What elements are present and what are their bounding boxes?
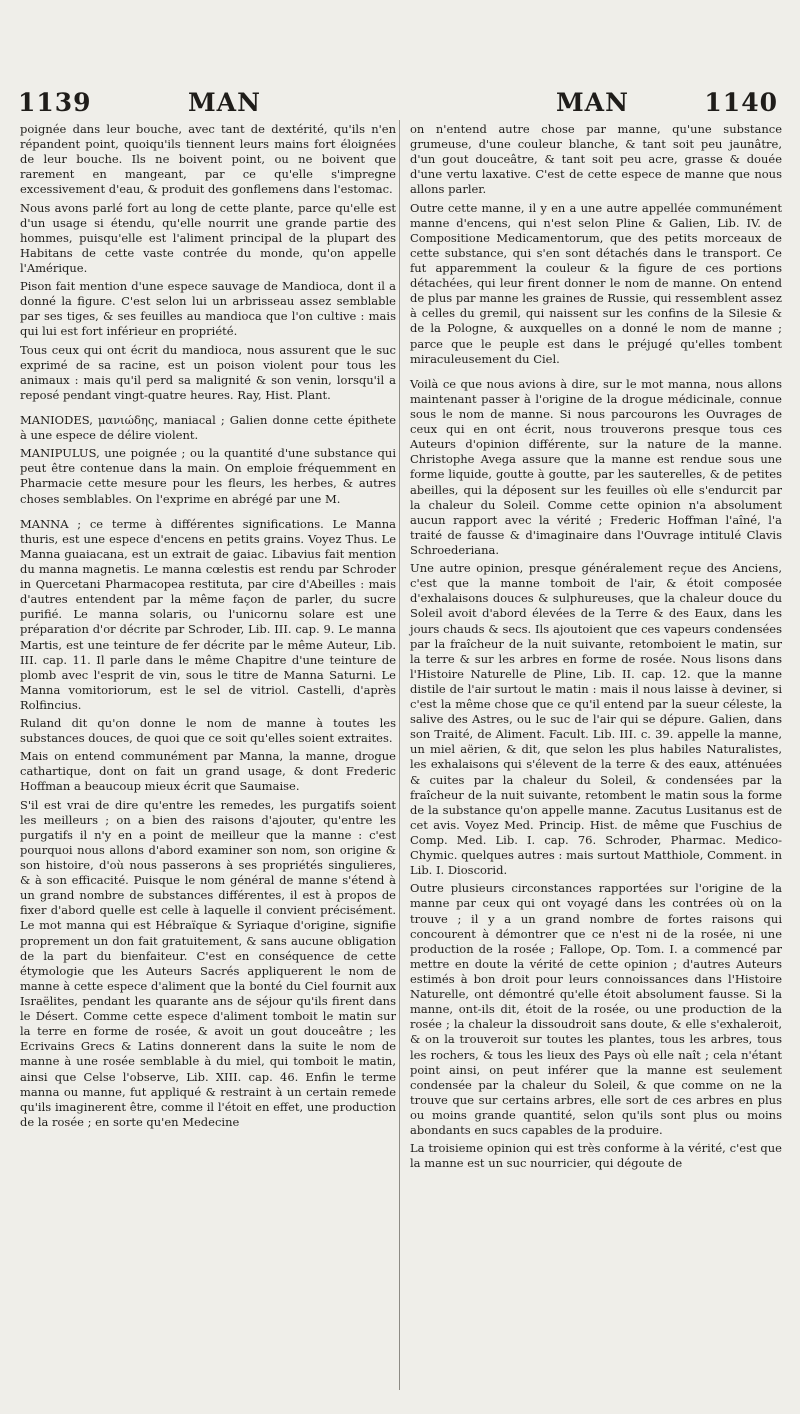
page-number-left: 1139 — [18, 88, 92, 117]
entry-manna: MANNA ; ce terme à différentes significations. Le Manna thuris, est une espece d'encens en petits grains. Voyez Thus. Le Manna guaiacana, est un extrait de gaiac. Libavius fait mention du manna magnetis. Le manna cœlestis est rendu par Schroder in Quercetani Pharmacopea restituta, par cire d'Abeilles : mais d'autres entendent par la même façon de parler, du sucre purifié. Le manna solaris, ou l'unicornu solare est une préparation d'or décrite par Schroder, Lib. III. cap. 9. Le manna Martis, est une teinture de fer décrite par le même Auteur, Lib. III. cap. 11. Il parle dans le même Chapitre d'une teinture de plomb avec l'esprit de vin, sous le titre de Manna Saturni. Le Manna vomitoriorum, est le sel de vitriol. Castelli, d'après Rolfincius. — [20, 516, 396, 712]
guide-word-left: MAN — [188, 88, 261, 117]
paragraph: Pison fait mention d'une espece sauvage de Mandioca, dont il a donné la figure. C'est selon lui un arbrisseau assez semblable par ses tiges, & ses feuilles au mandioca que l'on cultive : mais qui lui est fort inférieur en propriété. — [20, 279, 396, 339]
paragraph: poignée dans leur bouche, avec tant de dextérité, qu'ils n'en répandent point, quoiqu'ils tiennent leurs mains fort éloignées de leur bouche. Ils ne boivent point, ou ne boivent que rarement en mangeant, par ce qu'elle s'impregne excessivement d'eau, & produit des gonflemens dans l'estomac. — [20, 122, 396, 197]
page-number-right: 1140 — [704, 88, 778, 117]
paragraph: Nous avons parlé fort au long de cette plante, parce qu'elle est d'un usage si étendu, qu'elle nourrit une grande partie des hommes, puisqu'elle est l'aliment principal de la plupart des Habitans de cette vaste contrée du monde, qu'on appelle l'Amérique. — [20, 200, 396, 275]
paragraph: Voilà ce que nous avions à dire, sur le mot manna, nous allons maintenant passer à l'origine de la drogue médicinale, connue sous le nom de manne. Si nous parcourons les Ouvrages de ceux qui en ont écrit, nous trouverons presque tous ces Auteurs d'opinion différente, sur la nature de la manne. Christophe Avega assure que la manne est rendue sous une forme liquide, goutte à goutte, par les sauterelles, & de petites abeilles, qui la déposent sur les feuilles où elle s'endurcit par la chaleur du Soleil. Comme cette opinion n'a absolument aucun rapport avec la vérité ; Frederic Hoffman l'aîné, l'a traité de fausse & d'imaginaire dans l'Ouvrage intitulé Clavis Schroederiana. — [410, 376, 782, 557]
paragraph: Ruland dit qu'on donne le nom de manne à toutes les substances douces, de quoi que ce soit qu'elles soient extraites. — [20, 716, 396, 746]
paragraph: Outre plusieurs circonstances rapportées sur l'origine de la manne par ceux qui ont voyagé dans les contrées où on la trouve ; il y a un grand nombre de fortes raisons qui concourent à démontrer que ce n'est ni de la rosée, ni une production de la rosée ; Fallope, Op. Tom. I. a commencé par mettre en doute la vérité de cette opinion ; d'autres Auteurs estimés à bon droit pour leurs connoissances dans l'Histoire Naturelle, ont démontré qu'elle étoit absolument fausse. Si la manne, ont-ils dit, étoit de la rosée, ou une production de la rosée ; la chaleur la dissoudroit sans doute, & elle s'exhaleroit, & on la trouveroit sur toutes les plantes, tous les arbres, tous les rochers, & tous les lieux des Pays où elle naît ; cela n'étant point ainsi, on peut inférer que la manne est seulement condensée par la chaleur du Soleil, & que comme on ne la trouve que sur certains arbres, elle sort de ces arbres en plus ou moins grande quantité, selon qu'ils sont plus ou moins abondants en sucs capables de la produire. — [410, 881, 782, 1138]
left-column — [20, 122, 396, 1133]
entry-maniodes: MANIODES, μανιώδης, maniacal ; Galien donne cette épithete à une espece de délire violent. — [20, 412, 396, 443]
paragraph: Une autre opinion, presque généralement reçue des Anciens, c'est que la manne tomboit de l'air, & étoit composée d'exhalaisons douces & sulphureuses, que la chaleur douce du Soleil avoit d'abord élevées de la Terre & des Eaux, dans les jours chauds & secs. Ils ajoutoient que ces vapeurs condensées par la fraîcheur de la nuit suivante, retomboient le matin, sur la terre & sur les arbres en forme de rosée. Nous lisons dans l'Histoire Naturelle de Pline, Lib. II. cap. 12. que la manne distile de l'air surtout le matin : mais il nous laisse à deviner, si c'est la même chose que ce qu'il entend par la sueur céleste, la salive des Astres, ou le suc de l'air qui se dépure. Galien, dans son Traité, de Aliment. Facult. Lib. III. c. 39. appelle la manne, un miel aërien, & dit, que selon les plus habiles Naturalistes, les exhalaisons qui s'élevent de la terre & des eaux, atténuées & cuites par la chaleur du Soleil, & condensées par la fraîcheur de la nuit suivante, retombent le matin sous la forme de la substance qu'on appelle manne. Zacutus Lusitanus est de cet avis. Voyez Med. Princip. Hist. de même que Fuschius de Comp. Med. Lib. I. cap. 76. Schroder, Pharmac. Medico-Chymic. quelques autres : mais surtout Matthiole, Comment. in Lib. I. Dioscorid. — [410, 561, 782, 878]
column-divider — [399, 120, 400, 1390]
paragraph: Mais on entend communément par Manna, la manne, drogue cathartique, dont on fait un grand usage, & dont Frederic Hoffman a beaucoup mieux écrit que Saumaise. — [20, 749, 396, 794]
paragraph: Tous ceux qui ont écrit du mandioca, nous assurent que le suc exprimé de sa racine, est un poison violent pour tous les animaux : mais qu'il perd sa malignité & son venin, lorsqu'il a reposé pendant vingt-quatre heures. Ray, Hist. Plant. — [20, 342, 396, 402]
running-header — [18, 88, 778, 124]
guide-word-right: MAN — [556, 88, 629, 117]
paragraph: Outre cette manne, il y en a une autre appellée communément manne d'encens, qui n'est selon Pline & Galien, Lib. IV. de Compositione Medicamentorum, que des petits morceaux de cette substance, qui s'en sont détachés dans le transport. Ce fut apparemment la couleur & la figure de ces portions détachées, qui leur firent donner le nom de manne. On entend de plus par manne les graines de Russie, qui ressemblent assez à celles du gremil, qui naissent sur les confins de la Silesie & de la Pologne, & auxquelles on a donné le nom de manne ; parce que le peuple est dans le préjugé qu'elles tombent miraculeusement du Ciel. — [410, 200, 782, 366]
entry-manipulus: MANIPULUS, une poignée ; ou la quantité d'une substance qui peut être contenue dans la main. On emploie fréquemment en Pharmacie cette mesure pour les fleurs, les herbes, & autres choses semblables. On l'exprime en abrégé par une M. — [20, 446, 396, 506]
paragraph: S'il est vrai de dire qu'entre les remedes, les purgatifs soient les meilleurs ; on a bien des raisons d'ajouter, qu'entre les purgatifs il n'y en a point de meilleur que la manne : c'est pourquoi nous allons d'abord examiner son nom, son origine & son histoire, d'où nous passerons à ses propriétés singulieres, & à son efficacité. Puisque le nom général de manne s'étend à un grand nombre de substances différentes, il est à propos de fixer d'abord quelle est celle à laquelle il convient précisément. Le mot manna qui est Hébraïque & Syriaque d'origine, signifie proprement un don fait gratuitement, & sans aucune obligation de la part du bienfaiteur. C'est en conséquence de cette étymologie que les Auteurs Sacrés appliquerent le nom de manne à cette espece d'aliment que la bonté du Ciel fournit aux Israëlites, pendant les quarante ans de séjour qu'ils firent dans le Désert. Comme cette espece d'aliment tomboit le matin sur la terre en forme de rosée, & avoit un gout douceâtre ; les Ecrivains Grecs & Latins donnerent dans la suite le nom de manne à une rosée semblable à du miel, qui tomboit le matin, ainsi que Celse l'observe, Lib. XIII. cap. 46. Enfin le terme manna ou manne, fut appliqué & restraint à un certain remede qu'ils imaginerent être, comme il l'étoit en effet, une production de la rosée ; en sorte qu'en Medecine — [20, 797, 396, 1129]
right-column — [410, 122, 782, 1174]
paragraph: on n'entend autre chose par manne, qu'une substance grumeuse, d'une couleur blanche, & tant soit peu jaunâtre, d'un gout douceâtre, & tant soit peu acre, grasse & douée d'une vertu laxative. C'est de cette espece de manne que nous allons parler. — [410, 122, 782, 197]
paragraph: La troisieme opinion qui est très conforme à la vérité, c'est que la manne est un suc nourricier, qui dégoute de — [410, 1141, 782, 1171]
